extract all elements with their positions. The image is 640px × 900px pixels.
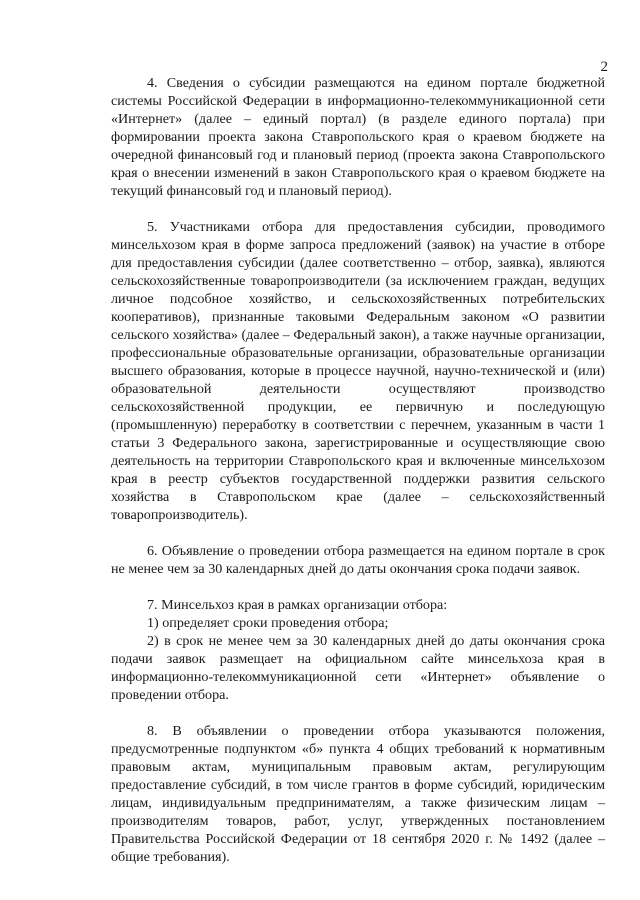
paragraph-7: 7. Минсельхоз края в рамках организации отбора:: [147, 597, 448, 613]
document-body: [111, 74, 605, 884]
page-number: 2: [600, 59, 608, 75]
paragraph-7-item-2: 2) в срок не менее чем за 30 календарных дней до даты окончания срока подачи заявок размещает на официальном сайте минсельхоза края в информационно-телекоммуникационной сети «Интернет» объявление о проведении отбора.: [111, 633, 605, 703]
paragraph-7-item-1: 1) определяет сроки проведения отбора;: [147, 615, 389, 631]
paragraph-8: 8. В объявлении о проведении отбора указываются положения, предусмотренные подпунктом «б» пункта 4 общих требований к нормативным правовым актам, муниципальным правовым актам, регулирующим предоставление субсидий, в том числе грантов в форме субсидий, юридическим лицам, индивидуальным предпринимателям, а также физическим лицам – производителям товаров, работ, услуг, утвержденных постановлением Правительства Российской Федерации от 18 сентября 2020 г. № 1492 (далее – общие требования).: [111, 723, 605, 865]
paragraph-6: 6. Объявление о проведении отбора размещается на едином портале в срок не менее чем за 30 календарных дней до даты окончания срока подачи заявок.: [111, 543, 605, 577]
paragraph-4: 4. Сведения о субсидии размещаются на едином портале бюджетной системы Российской Федерации в информационно-телекоммуникационной сети «Интернет» (далее – единый портал) (в разделе единого портала) при формировании проекта закона Ставропольского края о краевом бюджете на очередной финансовый год и плановый период (проекта закона Ставропольского края о внесении изменений в закон Ставропольского края о краевом бюджете на текущий финансовый год и плановый период).: [111, 75, 605, 199]
paragraph-5: 5. Участниками отбора для предоставления субсидии, проводимого минсельхозом края в форме запроса предложений (заявок) на участие в отборе для предоставления субсидии (далее соответственно – отбор, заявка), являются сельскохозяйственные товаропроизводители (за исключением граждан, ведущих личное подсобное хозяйство, и сельскохозяйственных потребительских кооперативов), признанные таковыми Федеральным законом «О развитии сельского хозяйства» (далее – Федеральный закон), а также научные организации, профессиональные образовательные организации, образовательные организации высшего образования, которые в процессе научной, научно-технической и (или) образовательной деятельности осуществляют производство сельскохозяйственной продукции, ее первичную и последующую (промышленную) переработку в соответствии с перечнем, указанным в части 1 статьи 3 Федерального закона, зарегистрированные и осуществляющие свою деятельность на территории Ставропольского края и включенные минсельхозом края в реестр субъектов государственной поддержки развития сельского хозяйства в Ставропольском крае (далее – сельскохозяйственный товаропроизводитель).: [111, 219, 605, 523]
